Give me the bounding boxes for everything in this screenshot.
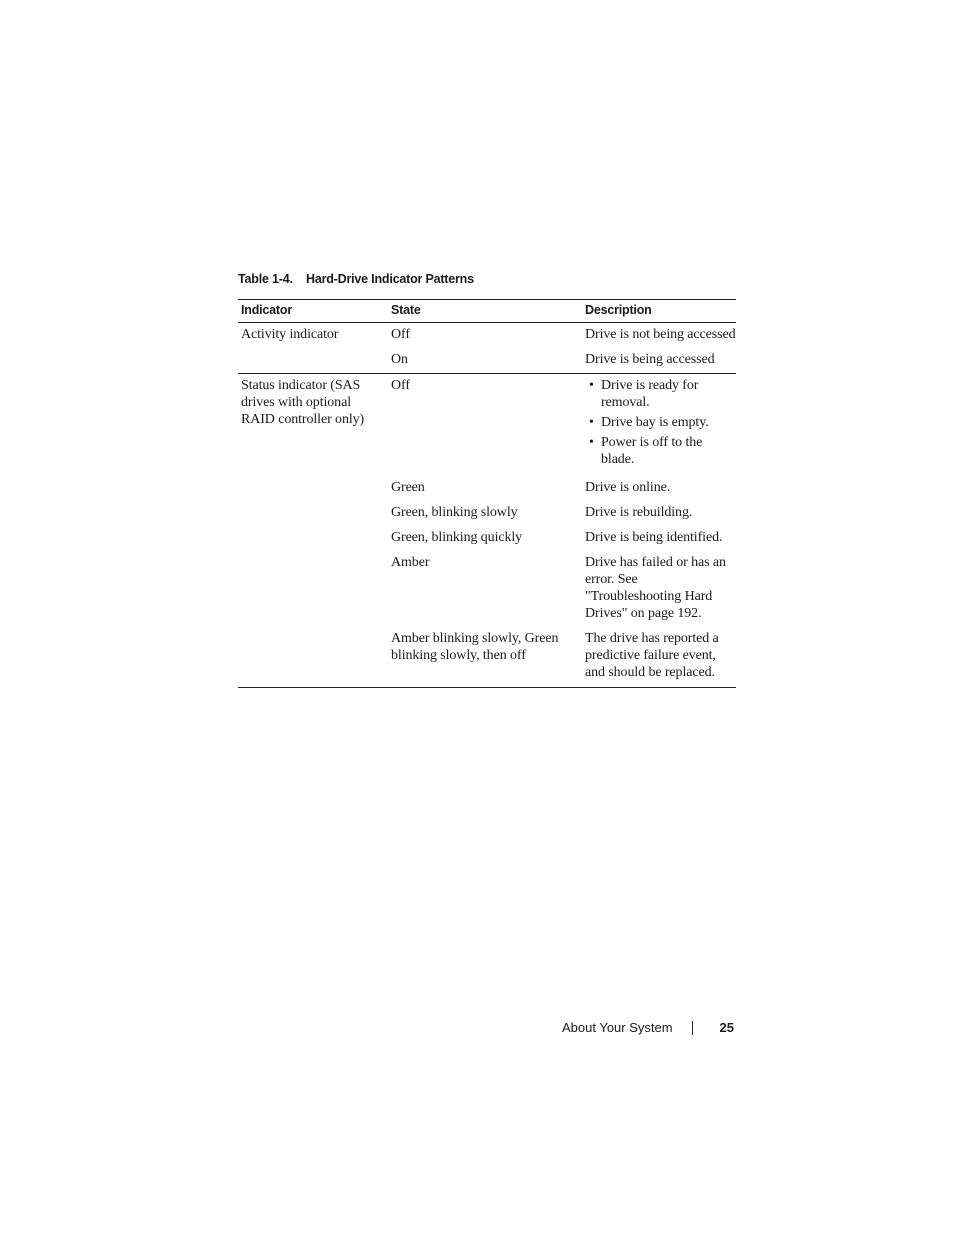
bullet-icon: • <box>589 378 594 393</box>
hard-drive-indicator-table <box>238 299 736 688</box>
header-state: State <box>388 300 582 323</box>
table-row <box>238 551 736 627</box>
indicator-cell: Activity indicator <box>241 327 339 342</box>
indicator-cell <box>238 551 388 627</box>
description-cell: The drive has reported a predictive failure event, and should be replaced. <box>582 627 736 688</box>
description-cell <box>582 374 736 477</box>
header-description: Description <box>582 300 736 323</box>
table-row <box>238 476 736 501</box>
header-indicator: Indicator <box>238 300 388 323</box>
state-cell: Green <box>391 480 425 495</box>
indicator-cell <box>238 476 388 501</box>
table-row <box>238 627 736 688</box>
state-cell: Off <box>391 327 410 342</box>
description-cell: Drive is not being accessed <box>585 327 736 342</box>
indicator-cell <box>238 526 388 551</box>
indicator-cell <box>238 348 388 374</box>
table-number: Table 1-4. <box>238 272 293 286</box>
footer-section-title: About Your System <box>562 1020 673 1035</box>
table-caption <box>238 272 474 286</box>
state-cell: Green, blinking quickly <box>391 530 523 545</box>
table-header-row <box>238 300 736 323</box>
table-row <box>238 374 736 477</box>
state-cell: On <box>388 348 582 374</box>
list-item: • Power is off to the blade. <box>589 435 703 467</box>
table-row <box>238 501 736 526</box>
description-cell: Drive is being identified. <box>585 530 723 545</box>
table-row <box>238 323 736 349</box>
state-cell: Amber <box>391 555 430 570</box>
indicator-cell <box>238 627 388 688</box>
page-number: 25 <box>719 1020 734 1035</box>
indicator-cell: Status indicator (SAS drives with optional RAID controller only) <box>241 378 365 427</box>
description-cell: Drive is rebuilding. <box>585 505 693 520</box>
list-item: • Drive is ready for removal. <box>589 378 699 410</box>
state-cell: Off <box>391 378 410 393</box>
bullet-icon: • <box>589 435 594 450</box>
bullet-icon: • <box>589 415 594 430</box>
description-cell: Drive has failed or has an error. See "Troubleshooting Hard Drives" on page 192. <box>585 555 726 621</box>
list-item: • Drive bay is empty. <box>589 415 709 430</box>
state-cell: Green, blinking slowly <box>391 505 518 520</box>
bullet-list <box>585 377 736 468</box>
table-title: Hard-Drive Indicator Patterns <box>306 272 474 286</box>
state-cell: Amber blinking slowly, Green blinking slowly, then off <box>388 627 582 688</box>
table-row <box>238 526 736 551</box>
table-row <box>238 348 736 374</box>
indicator-cell <box>238 501 388 526</box>
description-cell: Drive is being accessed <box>582 348 736 374</box>
description-cell: Drive is online. <box>585 480 671 495</box>
footer-divider <box>692 1021 693 1035</box>
